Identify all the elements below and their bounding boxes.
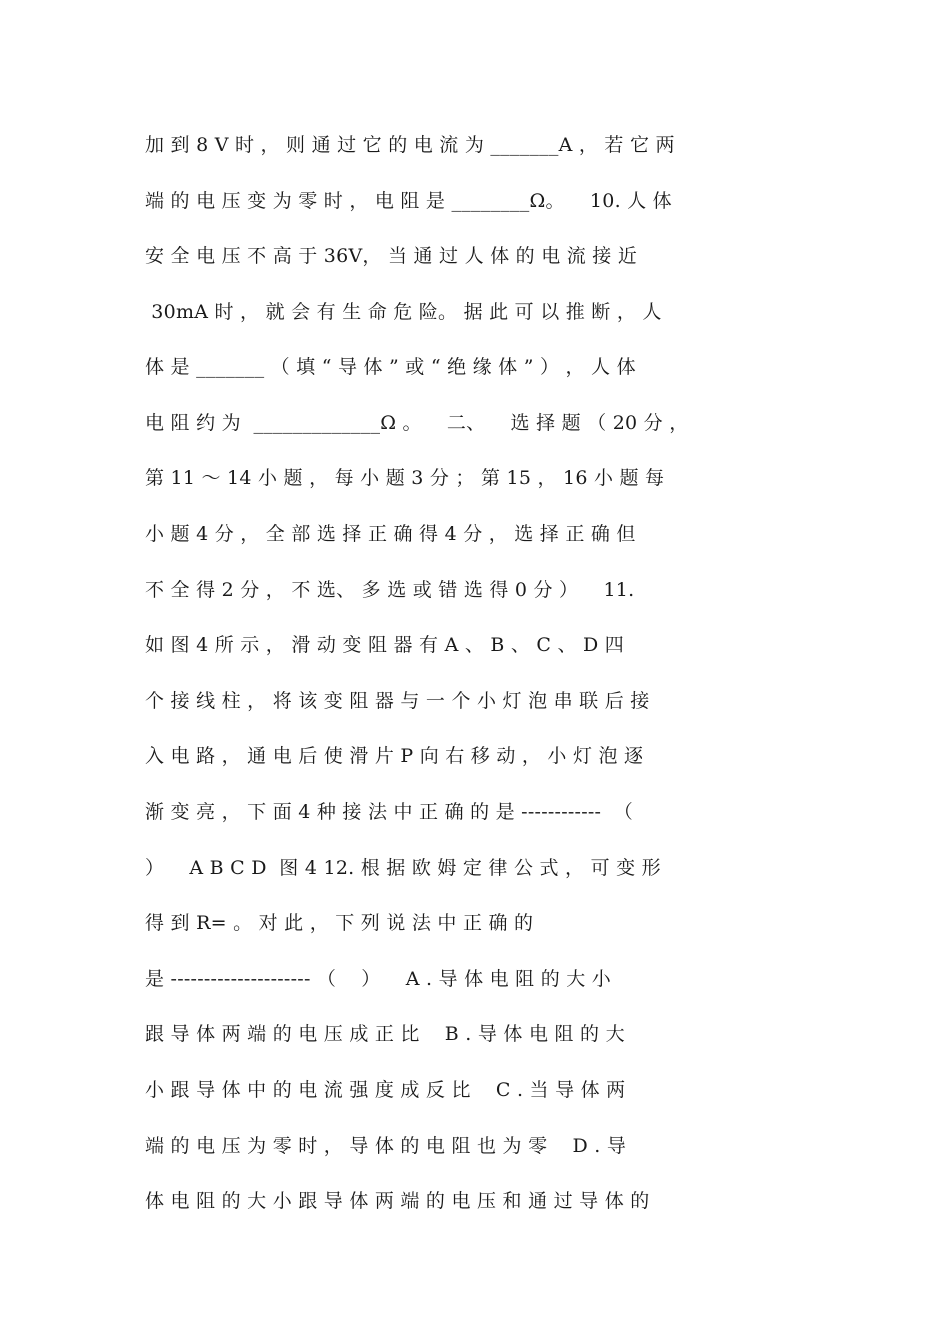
text-line: 是 --------------------- （ ） A . 导 体 电 阻 的 大 小 [145, 968, 612, 990]
text-line: ） A B C D 图 4 12. 根 据 欧 姆 定 律 公 式 ， 可 变 形 [145, 857, 661, 879]
text-line: 安 全 电 压 不 高 于 36V， 当 通 过 人 体 的 电 流 接 近 [145, 245, 638, 267]
text-line: 得 到 R= 。 对 此 ， 下 列 说 法 中 正 确 的 [145, 912, 534, 934]
text-line: 不 全 得 2 分 ， 不 选、 多 选 或 错 选 得 0 分 ） 11. [145, 579, 635, 601]
text-line: 电 阻 约 为 _____________Ω 。 二、 选 择 题 （ 20 分 ， [145, 412, 689, 434]
text-line: 30mA 时 ， 就 会 有 生 命 危 险。 据 此 可 以 推 断 ， 人 [145, 301, 662, 323]
text-line: 入 电 路 ， 通 电 后 使 滑 片 P 向 右 移 动 ， 小 灯 泡 逐 [145, 745, 644, 767]
text-line: 小 题 4 分 ， 全 部 选 择 正 确 得 4 分 ， 选 择 正 确 但 [145, 523, 636, 545]
text-line: 体 电 阻 的 大 小 跟 导 体 两 端 的 电 压 和 通 过 导 体 的 [145, 1190, 650, 1212]
text-line: 如 图 4 所 示 ， 滑 动 变 阻 器 有 A 、 B 、 C 、 D 四 [145, 634, 625, 656]
text-line: 渐 变 亮 ， 下 面 4 种 接 法 中 正 确 的 是 ------------ （ [145, 801, 634, 823]
text-line: 加 到 8 V 时 ， 则 通 过 它 的 电 流 为 _______A ， 若 它 两 [145, 134, 675, 156]
text-line: 小 跟 导 体 中 的 电 流 强 度 成 反 比 C . 当 导 体 两 [145, 1079, 626, 1101]
text-line: 体 是 _______ （ 填 “ 导 体 ” 或 “ 绝 缘 体 ” ） ， 人 体 [145, 356, 636, 378]
text-line: 端 的 电 压 变 为 零 时 ， 电 阻 是 ________Ω。 10. 人 体 [145, 190, 672, 212]
text-line: 第 11 ～ 14 小 题 ， 每 小 题 3 分 ； 第 15 ， 16 小 题 每 [145, 467, 665, 489]
text-line: 跟 导 体 两 端 的 电 压 成 正 比 B . 导 体 电 阻 的 大 [145, 1023, 625, 1045]
text-line: 个 接 线 柱 ， 将 该 变 阻 器 与 一 个 小 灯 泡 串 联 后 接 [145, 690, 650, 712]
text-line: 端 的 电 压 为 零 时 ， 导 体 的 电 阻 也 为 零 D . 导 [145, 1135, 627, 1157]
